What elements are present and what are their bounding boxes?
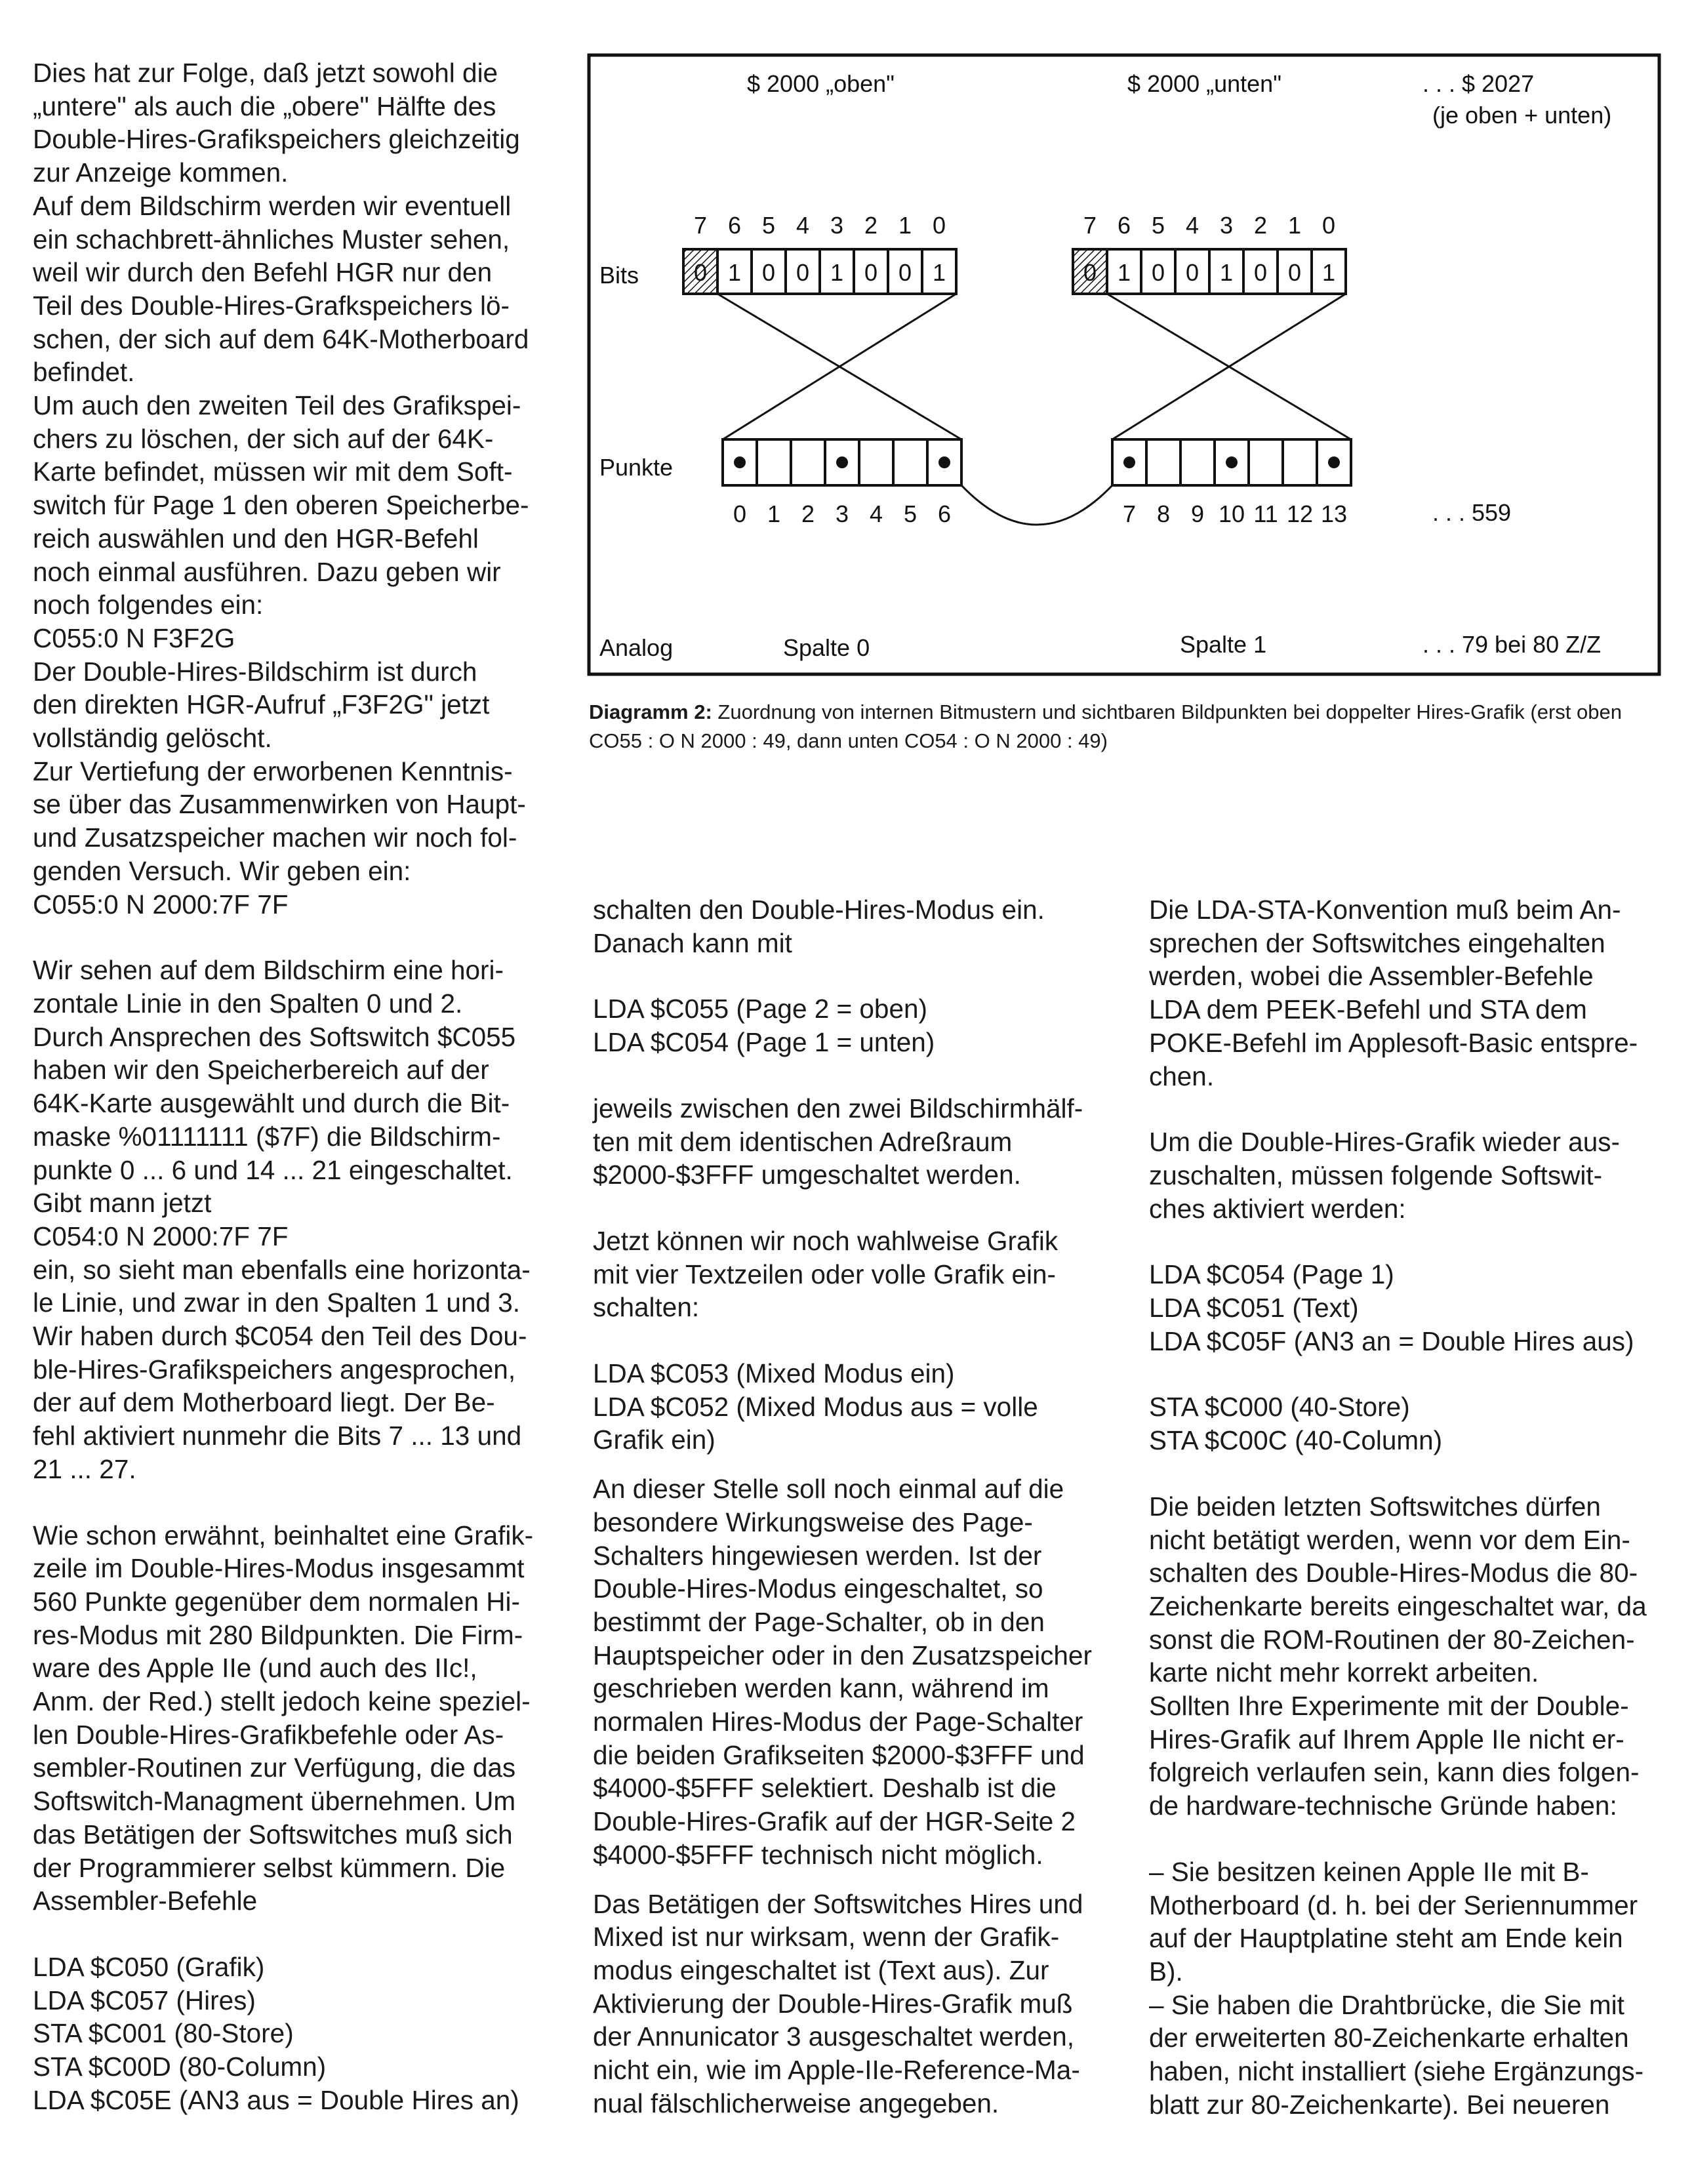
bit-number: 1 <box>898 212 912 239</box>
header-oben: $ 2000 „oben" <box>747 70 895 97</box>
bit-value: 0 <box>1151 259 1165 286</box>
diagram-2 <box>586 52 1662 677</box>
point-dot <box>734 456 746 468</box>
paragraph: An dieser Stelle soll noch einmal auf die besondere Wirkungsweise des Page- Schalters hingewiesen werden. Ist der Double-Hires-Modus eingeschaltet, so bestimmt der Page-Schalter, ob in den Hauptspeicher oder in den Zusatzspeicher geschrieben werden kann, während im normalen Hires-Modus der Page-Schalter die beiden Grafikseiten $2000-$3FFF und $4000-$5FFF selektiert. Deshalb ist die Double-Hires-Grafik auf der HGR-Seite 2 $4000-$5FFF technisch nicht möglich. <box>593 1474 1092 1870</box>
bit-number: 2 <box>864 212 878 239</box>
bit-number: 7 <box>693 212 708 239</box>
point-number: 10 <box>1218 500 1245 527</box>
code-listing: LDA $C053 (Mixed Modus ein) LDA $C052 (Mixed Modus aus = volle Grafik ein) <box>593 1358 1038 1455</box>
figure-frame <box>589 55 1659 674</box>
caption-label: Diagramm 2: <box>589 700 712 723</box>
point-number: 4 <box>869 500 883 527</box>
paragraph: Das Betätigen der Softswitches Hires und Mixed ist nur wirksam, wenn der Grafik- modus eingeschaltet ist (Text aus). Zur Aktivierung der Double-Hires-Grafik muß der Annunicator 3 ausgeschaltet werden, nicht ein, wie im Apple-IIe-Reference-Ma- nual fälschlicherweise angegeben. <box>593 1888 1083 2118</box>
point-number: 12 <box>1286 500 1314 527</box>
bit-number: 0 <box>1321 212 1336 239</box>
bit-value: 0 <box>1253 259 1268 286</box>
right-column <box>1149 893 1667 2122</box>
paragraph: Um die Double-Hires-Grafik wieder aus- zuschalten, müssen folgende Softswit- ches aktiviert werden: <box>1149 1127 1620 1224</box>
points-end: . . . 559 <box>1432 499 1512 526</box>
point-number: 11 <box>1253 500 1278 527</box>
point-cell <box>1249 439 1283 485</box>
paragraph: – Sie besitzen keinen Apple IIe mit B- Motherboard (d. h. bei der Seriennummer auf der Hauptplatine steht am Ende kein B). – Sie haben die Drahtbrücke, die Sie mit der erweiterten 80-Zeichenkarte erhalten haben, nicht installiert (siehe Ergänzungs- blatt zur 80-Zeichenkarte). Bei neueren <box>1149 1856 1644 2120</box>
paragraph: Jetzt können wir noch wahlweise Grafik mit vier Textzeilen oder volle Grafik ein- schalten: <box>593 1225 1059 1323</box>
mapping-line <box>1112 294 1346 439</box>
bit-value: 0 <box>1083 259 1097 286</box>
footer-end: . . . 79 bei 80 Z/Z <box>1422 631 1602 658</box>
bit-value: 0 <box>898 259 912 286</box>
bit-value: 1 <box>1219 259 1234 286</box>
caption-text: Zuordnung von internen Bitmustern und sichtbaren Bildpunkten bei doppelter Hires-Grafik (erst oben CO55 : O N 2000 : 49, dann unten CO54 : O N 2000 : 49) <box>589 700 1622 752</box>
point-dot <box>1226 456 1238 468</box>
header-end: . . . $ 2027 <box>1422 70 1535 97</box>
bit-number: 4 <box>1185 212 1200 239</box>
footer-analog: Analog <box>599 634 674 661</box>
point-number: 5 <box>903 500 918 527</box>
connector-arc <box>961 485 1112 525</box>
point-cell <box>1283 439 1317 485</box>
bit-number: 7 <box>1083 212 1097 239</box>
paragraph: jeweils zwischen den zwei Bildschirmhälf- ten mit dem identischen Adreßraum $2000-$3FFF umgeschaltet werden. <box>593 1093 1083 1190</box>
bit-value: 1 <box>1117 259 1131 286</box>
point-number: 7 <box>1122 500 1137 527</box>
left-column <box>33 56 557 2116</box>
code-listing: LDA $C050 (Grafik) LDA $C057 (Hires) STA $C001 (80-Store) STA $C00D (80-Column) LDA $C05E (AN3 aus = Double Hires an) <box>33 1951 519 2115</box>
middle-column <box>593 893 1111 2120</box>
point-number: 1 <box>767 500 781 527</box>
bit-number: 2 <box>1253 212 1268 239</box>
point-dot <box>836 456 848 468</box>
point-cell <box>791 439 825 485</box>
point-dot <box>1328 456 1340 468</box>
bit-number: 6 <box>727 212 742 239</box>
point-cell <box>893 439 927 485</box>
paragraph: Wir sehen auf dem Bildschirm eine hori- zontale Linie in den Spalten 0 und 2. Durch Ansprechen des Softswitch $C055 haben wir den Speicherbereich auf der 64K-Karte ausgewählt und durch die Bit- maske %01111111 ($7F) die Bildschirm- punkte 0 ... 6 und 14 ... 21 eingeschaltet. Gibt mann jetzt C054:0 N 2000:7F 7F ein, so sieht man ebenfalls eine horizonta- le Linie, und zwar in den Spalten 1 und 3. Wir haben durch $C054 den Teil des Dou- ble-Hires-Grafikspeichers angesprochen, der auf dem Motherboard liegt. Der Be- fehl aktiviert nunmehr die Bits 7 ... 13 und 21 ... 27. <box>33 955 531 1484</box>
bit-value: 0 <box>1185 259 1200 286</box>
bit-number: 1 <box>1287 212 1302 239</box>
point-number: 9 <box>1190 500 1205 527</box>
label-punkte: Punkte <box>599 454 674 481</box>
bit-number: 5 <box>761 212 776 239</box>
header-sub: (je oben + unten) <box>1432 102 1612 129</box>
point-cell <box>1180 439 1215 485</box>
point-number: 3 <box>835 500 849 527</box>
code-listing: LDA $C054 (Page 1) LDA $C051 (Text) LDA $C05F (AN3 an = Double Hires aus) <box>1149 1259 1634 1356</box>
point-cell <box>859 439 893 485</box>
point-number: 13 <box>1320 500 1348 527</box>
bit-value: 0 <box>1287 259 1302 286</box>
header-unten: $ 2000 „unten" <box>1127 70 1281 97</box>
code-listing: LDA $C055 (Page 2 = oben) LDA $C054 (Page 1 = unten) <box>593 994 935 1058</box>
figure-caption <box>589 698 1664 756</box>
paragraph: Dies hat zur Folge, daß jetzt sowohl die „untere" als auch die „obere" Hälfte des Double-Hires-Grafikspeichers gleichzeitig zur Anzeige kommen. Auf dem Bildschirm werden wir eventuell ein schachbrett-ähnliches Muster sehen, weil wir durch den Befehl HGR nur den Teil des Double-Hires-Grafkspeichers lö- schen, der sich auf dem 64K-Motherboard befindet. Um auch den zweiten Teil des Grafikspei- chers zu löschen, der sich auf der 64K- Karte befindet, müssen wir mit dem Soft- switch für Page 1 den oberen Speicherbe- reich auswählen und den HGR-Befehl noch einmal ausführen. Dazu geben wir noch folgendes ein: C055:0 N F3F2G Der Double-Hires-Bildschirm ist durch den direkten HGR-Aufruf „F3F2G" jetzt vollständig gelöscht. Zur Vertiefung der erworbenen Kenntnis- se über das Zusammenwirken von Haupt- und Zusatzspeicher machen wir noch fol- genden Versuch. Wir geben ein: C055:0 N 2000:7F 7F <box>33 58 529 920</box>
footer-spalte1: Spalte 1 <box>1180 631 1267 658</box>
footer-spalte0: Spalte 0 <box>783 634 870 661</box>
bit-value: 0 <box>796 259 810 286</box>
bit-value: 0 <box>693 259 708 286</box>
bit-value: 1 <box>830 259 844 286</box>
point-dot <box>938 456 950 468</box>
bit-value: 1 <box>727 259 742 286</box>
paragraph: schalten den Double-Hires-Modus ein. Danach kann mit <box>593 895 1045 958</box>
point-number: 2 <box>801 500 815 527</box>
point-number: 8 <box>1156 500 1171 527</box>
bit-value: 0 <box>864 259 878 286</box>
bit-number: 5 <box>1151 212 1165 239</box>
bit-value: 1 <box>932 259 946 286</box>
paragraph: Die LDA-STA-Konvention muß beim An- sprechen der Softswitches eingehalten werden, wobei die Assembler-Befehle LDA dem PEEK-Befehl und STA dem POKE-Befehl im Applesoft-Basic entspre- chen. <box>1149 895 1638 1091</box>
label-bits: Bits <box>599 262 639 289</box>
bit-value: 0 <box>761 259 776 286</box>
paragraph: Die beiden letzten Softswitches dürfen nicht betätigt werden, wenn vor dem Ein- schalten des Double-Hires-Modus die 80- Zeichenkarte bereits eingeschaltet war, da sonst die ROM-Routinen der 80-Zeichen- karte nicht mehr korrekt arbeiten. Sollten Ihre Experimente mit der Double- Hires-Grafik auf Ihrem Apple IIe nicht er- folgreich verlaufen sein, kann dies folgen- de hardware-technische Gründe haben: <box>1149 1491 1647 1821</box>
bit-number: 4 <box>796 212 810 239</box>
point-cell <box>757 439 791 485</box>
bit-mapping-diagram <box>586 52 1662 677</box>
bit-number: 0 <box>932 212 946 239</box>
bit-value: 1 <box>1321 259 1336 286</box>
point-cell <box>1146 439 1180 485</box>
code-listing: STA $C000 (40-Store) STA $C00C (40-Column) <box>1149 1392 1443 1456</box>
point-number: 6 <box>937 500 952 527</box>
paragraph: Wie schon erwähnt, beinhaltet eine Grafik- zeile im Double-Hires-Modus insgesammt 560 Punkte gegenüber dem normalen Hi- res-Modus mit 280 Bildpunkten. Die Firm- ware des Apple IIe (und auch des IIc!, Anm. der Red.) stellt jedoch keine speziel- len Double-Hires-Grafikbefehle oder As- sembler-Routinen zur Verfügung, die das Softswitch-Managment übernehmen. Um das Betätigen der Softswitches muß sich der Programmierer selbst kümmern. Die Assembler-Befehle <box>33 1520 534 1916</box>
mapping-line <box>723 294 956 439</box>
bit-number: 3 <box>1219 212 1234 239</box>
bit-number: 6 <box>1117 212 1131 239</box>
point-dot <box>1123 456 1135 468</box>
point-number: 0 <box>733 500 747 527</box>
bit-number: 3 <box>830 212 844 239</box>
